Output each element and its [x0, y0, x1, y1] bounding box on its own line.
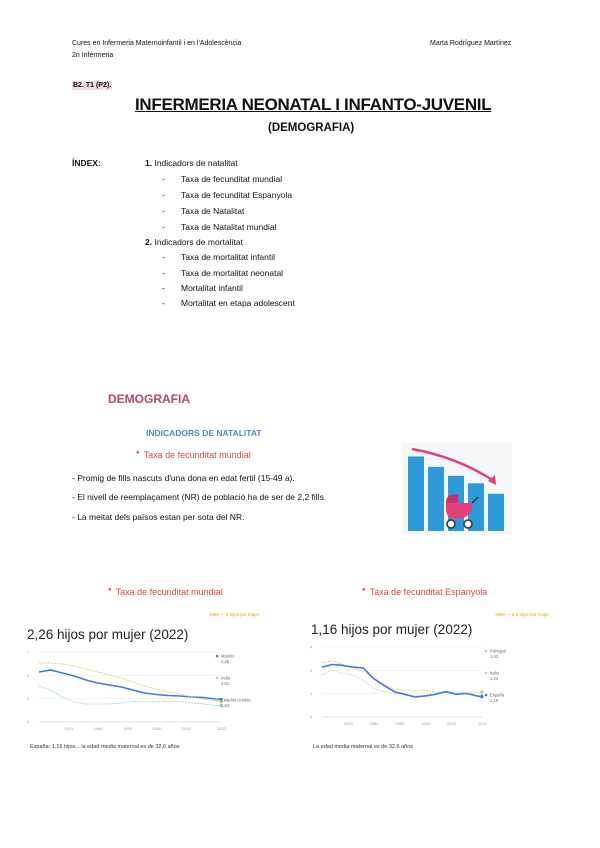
- legend-value: 1,24: [490, 676, 499, 681]
- chart-heading-left: ● Taxa de fecunditat mundial: [108, 587, 223, 597]
- x-tick-label: 1980: [93, 726, 103, 731]
- chart-caption-left: España: 1,16 hijos... la edad media maternal es de 32,6 años: [30, 744, 180, 750]
- legend-value: 1,64: [221, 703, 230, 708]
- legend-swatch: [216, 655, 219, 658]
- x-tick-label: 2000: [421, 721, 431, 726]
- header-grade: 2n Infermeria: [72, 52, 114, 59]
- series-line-mundo: [39, 670, 221, 699]
- index-item-label: Taxa de fecunditat mundial: [181, 174, 283, 184]
- index-item: -: [162, 298, 165, 308]
- index-section-1: 1. Indicadors de natalitat: [145, 158, 238, 168]
- legend-label: India: [221, 675, 231, 681]
- index-item-label: Taxa de Natalitat mundial: [181, 222, 277, 232]
- index-item-label: Taxa de fecunditat Espanyola: [181, 190, 293, 200]
- bullet-heading: ● Taxa de fecunditat mundial: [136, 450, 251, 460]
- y-tick-label: 4: [310, 644, 313, 650]
- bullet-icon: ●: [136, 450, 140, 456]
- index-item: -: [162, 174, 165, 184]
- chart-headline-right: 1,16 hijos por mujer (2022): [311, 622, 473, 637]
- legend-label: Portugal: [490, 648, 506, 654]
- chart-note-right: 1960 — 2,8 hijos por mujer: [495, 612, 550, 617]
- legend-swatch: [485, 650, 488, 653]
- legend-label: España: [490, 692, 505, 698]
- legend-swatch: [485, 672, 488, 675]
- legend-value: 1,16: [490, 698, 499, 703]
- x-tick-label: 2010: [447, 721, 456, 726]
- bullet-1: - Promig de fills nascuts d'una dona en edat fertil (15-49 a).: [72, 473, 295, 483]
- series-line-españa: [322, 665, 482, 697]
- section-title: DEMOGRAFIA: [108, 392, 190, 406]
- index-item-label: Mortalitat infantil: [181, 283, 243, 293]
- legend-value: 2,26: [221, 659, 230, 664]
- page-subtitle: (DEMOGRAFIA): [268, 122, 355, 134]
- index-item: -: [162, 283, 165, 293]
- index-section-2: 2. Indicadors de mortalitat: [145, 237, 243, 247]
- illustration-bar: [428, 467, 444, 531]
- bullet-icon: ●: [362, 587, 366, 593]
- x-tick-label: 1990: [395, 721, 405, 726]
- index-item-label: Mortalitat en etapa adolescent: [181, 298, 295, 308]
- page-title: INFERMERIA NEONATAL I INFANTO-JUVENIL: [135, 95, 492, 114]
- chart-caption-right: La edad media maternal es de 32,6 años: [313, 744, 413, 750]
- series-endpoint: [480, 695, 483, 698]
- legend-value: 2,01: [221, 681, 230, 686]
- index-item-label: Taxa de mortalitat neonatal: [181, 268, 284, 278]
- index-item-label: Taxa de Natalitat: [181, 206, 245, 216]
- fertility-chart-spain: [308, 643, 580, 733]
- legend-label: Estados Unidos: [221, 697, 251, 703]
- series-endpoint: [480, 690, 483, 693]
- header-author: Marta Rodríguez Martínez: [430, 40, 512, 47]
- legend-label: Mundo: [221, 653, 234, 659]
- series-line-india: [39, 663, 221, 702]
- x-tick-label: 2010: [181, 726, 191, 731]
- y-tick-label: 3: [310, 667, 313, 673]
- index-item: -: [162, 252, 165, 262]
- index-item: -: [162, 190, 165, 200]
- series-line-italia: [322, 670, 482, 696]
- y-tick-label: 1: [310, 691, 313, 697]
- x-tick-label: 2022: [478, 721, 487, 726]
- bullet-3: - La meitat dels països estan per sota del NR.: [72, 512, 245, 522]
- illustration-bar: [488, 494, 504, 531]
- chart-headline-left: 2,26 hijos por mujer (2022): [27, 627, 189, 642]
- bullet-2: - El nivell de reemplaçament (NR) de població ha de ser de 2,2 fills.: [72, 492, 327, 502]
- legend-swatch: [485, 694, 488, 697]
- illustration-bar: [408, 456, 424, 531]
- legend-label: Italia: [490, 670, 499, 676]
- bullet-icon: ●: [108, 587, 112, 593]
- legend-swatch: [216, 677, 219, 680]
- y-tick-label: 0: [27, 719, 30, 725]
- y-tick-label: 0: [310, 714, 313, 720]
- topic-tag: B2. T1 (P2).: [73, 82, 112, 89]
- y-tick-label: 5: [27, 672, 30, 678]
- subsection-title: INDICADORS DE NATALITAT: [146, 428, 262, 438]
- fertility-chart-world: [25, 648, 285, 738]
- x-tick-label: 1980: [369, 721, 379, 726]
- x-tick-label: 2000: [152, 726, 162, 731]
- chart-heading-right: ● Taxa de fecunditat Espanyola: [362, 587, 488, 597]
- x-tick-label: 1970: [343, 721, 353, 726]
- index-item-label: Taxa de mortalitat infantil: [181, 252, 276, 262]
- index-item: -: [162, 268, 165, 278]
- x-tick-label: 1990: [123, 726, 132, 731]
- x-tick-label: 2022: [217, 726, 226, 731]
- declining-births-illustration: [402, 443, 512, 535]
- header-course: Cures en Infermeria Maternoinfantil i en l'Adolescència: [72, 40, 242, 47]
- x-tick-label: 1970: [64, 726, 74, 731]
- chart-note-left: 1950 — 5 hijos por mujer: [209, 612, 260, 617]
- legend-value: 1,43: [490, 654, 499, 659]
- y-tick-label: 2: [27, 696, 30, 702]
- y-tick-label: 7: [27, 649, 30, 655]
- index-item: -: [162, 222, 165, 232]
- legend-swatch: [216, 699, 219, 702]
- index-item: -: [162, 206, 165, 216]
- index-label: ÍNDEX:: [72, 158, 101, 168]
